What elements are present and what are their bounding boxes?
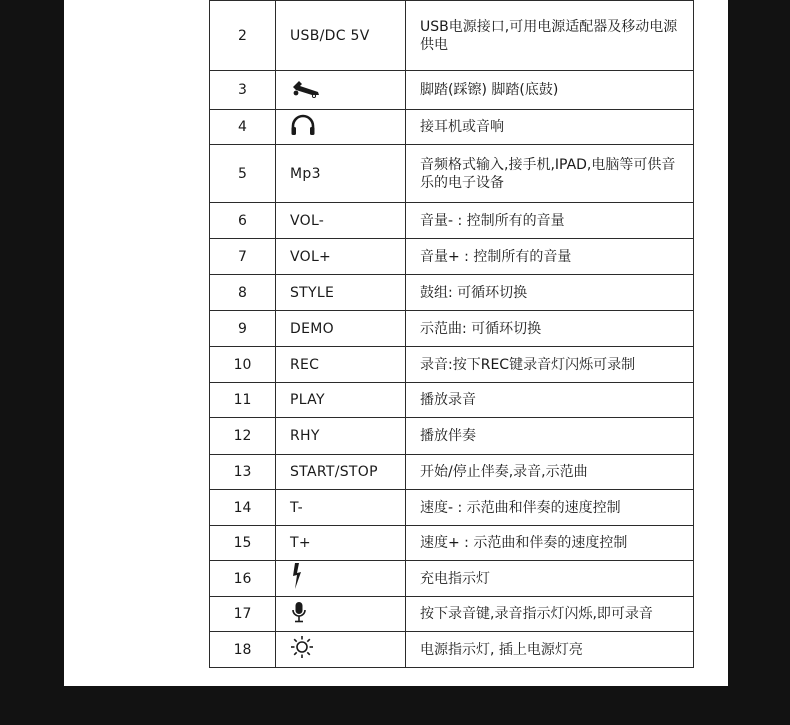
function-description: 脚踏(踩镲) 脚踏(底鼓) xyxy=(406,71,694,110)
control-label: RHY xyxy=(276,418,406,455)
row-number: 17 xyxy=(210,597,276,632)
function-description: 开始/停止伴奏,录音,示范曲 xyxy=(406,455,694,490)
function-description: 速度+ : 示范曲和伴奏的速度控制 xyxy=(406,526,694,561)
table-row xyxy=(210,110,694,145)
function-description: 按下录音键,录音指示灯闪烁,即可录音 xyxy=(406,597,694,632)
manual-page xyxy=(64,0,728,686)
function-description: 音量+ : 控制所有的音量 xyxy=(406,239,694,275)
row-number: 9 xyxy=(210,311,276,347)
control-label xyxy=(276,71,406,110)
row-number: 10 xyxy=(210,347,276,383)
table-row xyxy=(210,526,694,561)
foot-pedal-icon xyxy=(290,78,322,103)
control-label: Mp3 xyxy=(276,145,406,203)
row-number: 4 xyxy=(210,110,276,145)
table-row xyxy=(210,347,694,383)
function-description: 示范曲: 可循环切换 xyxy=(406,311,694,347)
table-row xyxy=(210,71,694,110)
function-description: 速度- : 示范曲和伴奏的速度控制 xyxy=(406,490,694,526)
row-number: 11 xyxy=(210,383,276,418)
table-row xyxy=(210,145,694,203)
headphones-icon xyxy=(290,114,316,141)
table-row xyxy=(210,632,694,668)
function-description: 充电指示灯 xyxy=(406,561,694,597)
table-row xyxy=(210,239,694,275)
row-number: 16 xyxy=(210,561,276,597)
lightning-bolt-icon xyxy=(290,562,304,595)
function-description: 音频格式输入,接手机,IPAD,电脑等可供音乐的电子设备 xyxy=(406,145,694,203)
microphone-icon xyxy=(290,601,308,628)
control-label: REC xyxy=(276,347,406,383)
row-number: 13 xyxy=(210,455,276,490)
control-label: STYLE xyxy=(276,275,406,311)
control-label: T+ xyxy=(276,526,406,561)
control-label xyxy=(276,597,406,632)
function-description: 音量- : 控制所有的音量 xyxy=(406,203,694,239)
control-label: T- xyxy=(276,490,406,526)
row-number: 7 xyxy=(210,239,276,275)
control-label: START/STOP xyxy=(276,455,406,490)
table-row xyxy=(210,275,694,311)
table-row xyxy=(210,311,694,347)
table-row xyxy=(210,597,694,632)
control-label xyxy=(276,632,406,668)
function-description: USB电源接口,可用电源适配器及移动电源供电 xyxy=(406,1,694,71)
control-label: USB/DC 5V xyxy=(276,1,406,71)
table-row xyxy=(210,490,694,526)
control-label xyxy=(276,110,406,145)
control-label xyxy=(276,561,406,597)
function-description: 接耳机或音响 xyxy=(406,110,694,145)
table-row xyxy=(210,455,694,490)
function-table xyxy=(209,0,694,668)
row-number: 5 xyxy=(210,145,276,203)
control-label: DEMO xyxy=(276,311,406,347)
function-description: 播放录音 xyxy=(406,383,694,418)
function-description: 电源指示灯, 插上电源灯亮 xyxy=(406,632,694,668)
table-row xyxy=(210,418,694,455)
row-number: 15 xyxy=(210,526,276,561)
row-number: 6 xyxy=(210,203,276,239)
function-description: 鼓组: 可循环切换 xyxy=(406,275,694,311)
function-description: 播放伴奏 xyxy=(406,418,694,455)
row-number: 8 xyxy=(210,275,276,311)
row-number: 14 xyxy=(210,490,276,526)
row-number: 18 xyxy=(210,632,276,668)
sun-icon xyxy=(290,635,314,664)
row-number: 2 xyxy=(210,1,276,71)
table-row xyxy=(210,383,694,418)
control-label: VOL+ xyxy=(276,239,406,275)
control-label: PLAY xyxy=(276,383,406,418)
table-row xyxy=(210,1,694,71)
table-row xyxy=(210,561,694,597)
table-row xyxy=(210,203,694,239)
control-label: VOL- xyxy=(276,203,406,239)
row-number: 3 xyxy=(210,71,276,110)
function-description: 录音:按下REC键录音灯闪烁可录制 xyxy=(406,347,694,383)
row-number: 12 xyxy=(210,418,276,455)
